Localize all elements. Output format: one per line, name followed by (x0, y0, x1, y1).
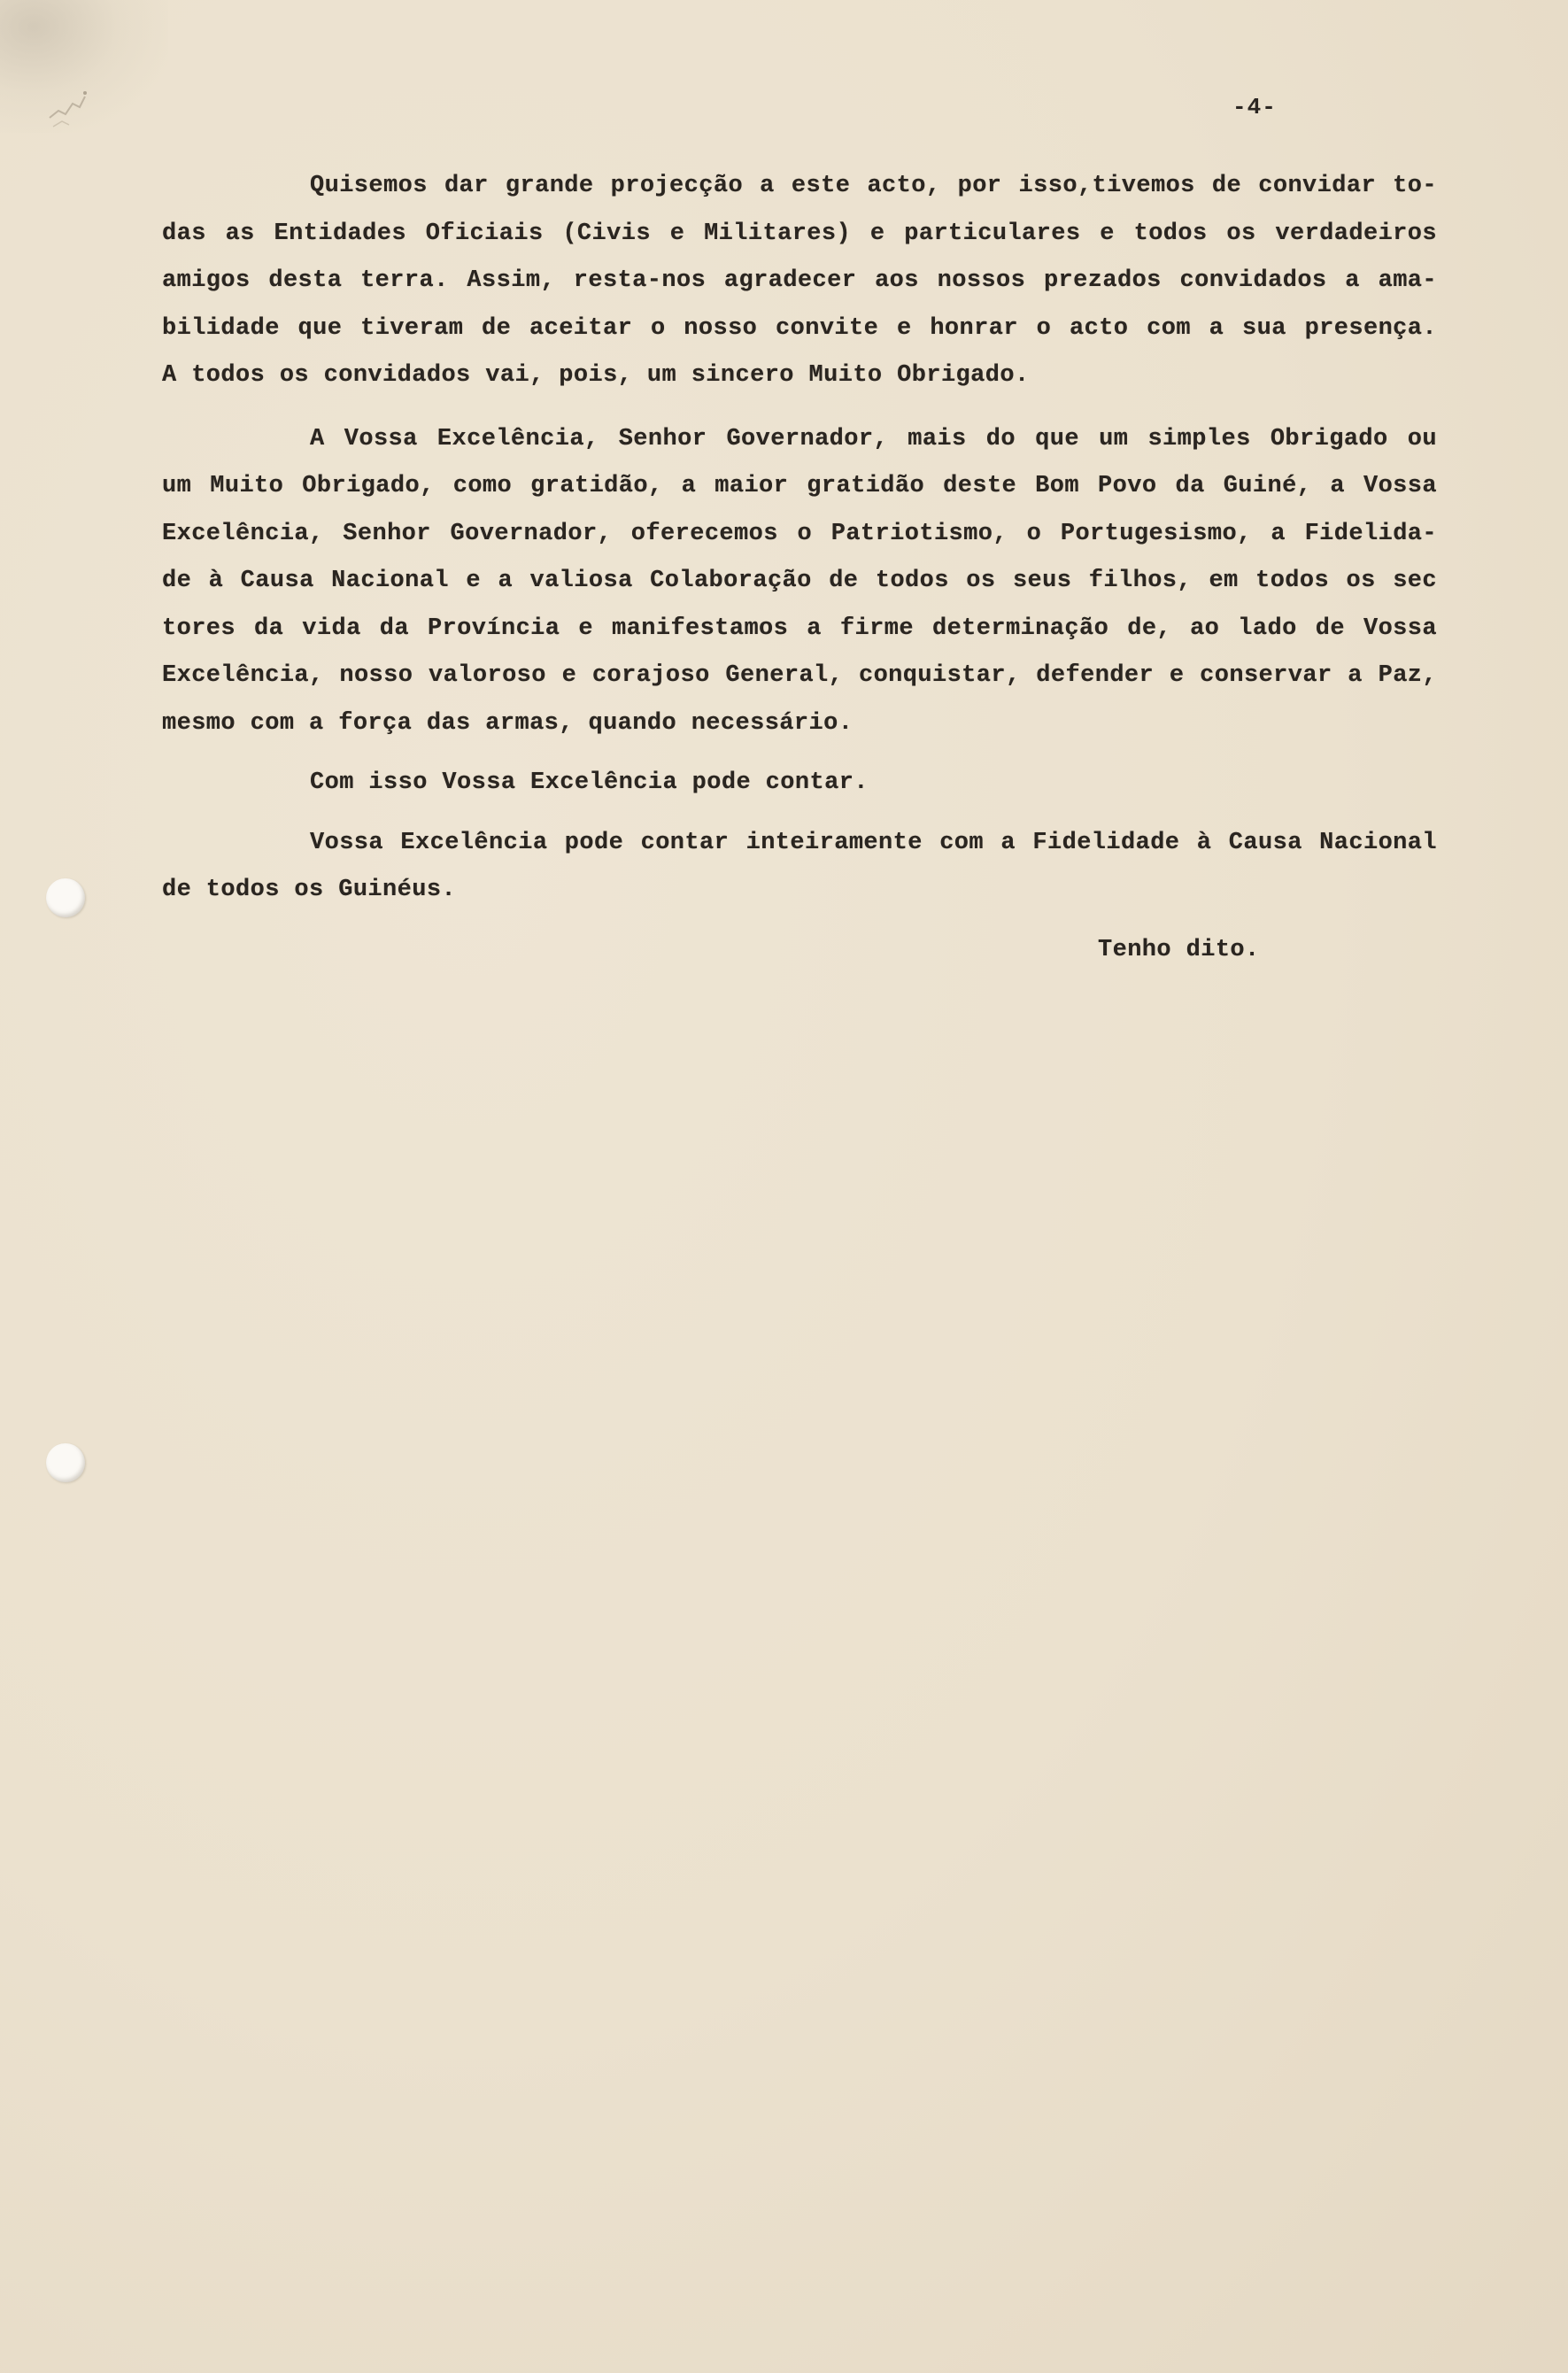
text-line: de à Causa Nacional e a valiosa Colaboração de todos os seus filhos, em todos os sec (162, 568, 1437, 594)
text-line: de todos os Guinéus. (162, 877, 457, 903)
corner-tear-icon (46, 84, 99, 137)
paragraph-count-on (162, 760, 1437, 808)
text-line: Excelência, Senhor Governador, oferecemos o Patriotismo, o Portugesismo, a Fidelida- (162, 520, 1437, 547)
text-line: Quisemos dar grande projecção a este acto, por isso,tivemos de convidar to- (310, 173, 1437, 199)
text-line: das as Entidades Oficiais (Civis e Militares) e particulares e todos os verdadeiros (162, 220, 1437, 247)
text-line: Excelência, nosso valoroso e corajoso General, conquistar, defender e conservar a Paz, (162, 662, 1437, 689)
paragraph-fidelity (162, 820, 1437, 915)
text-line: Vossa Excelência pode contar inteiramente com a Fidelidade à Causa Nacional (310, 829, 1437, 856)
text-line: amigos desta terra. Assim, resta-nos agradecer aos nossos prezados convidados a ama- (162, 267, 1437, 294)
paragraph-governor (162, 416, 1437, 748)
text-line: A todos os convidados vai, pois, um sincero Muito Obrigado. (162, 362, 1030, 389)
punch-hole (46, 878, 85, 917)
text-line: bilidade que tiveram de aceitar o nosso convite e honrar o acto com a sua presença. (162, 314, 1437, 342)
letter-body (162, 163, 1437, 974)
text-line: A Vossa Excelência, Senhor Governador, mais do que um simples Obrigado ou (310, 425, 1437, 452)
punch-hole (46, 1443, 85, 1482)
text-line: mesmo com a força das armas, quando necessário. (162, 709, 854, 737)
page-number: -4- (1232, 94, 1277, 120)
paragraph-acknowledgement (162, 163, 1437, 400)
text-line: um Muito Obrigado, como gratidão, a maior gratidão deste Bom Povo da Guiné, a Vossa (162, 473, 1437, 499)
text-line: Com isso Vossa Excelência pode contar. (310, 769, 869, 796)
closing-signoff: Tenho dito. (1098, 936, 1260, 963)
text-line: tores da vida da Província e manifestamos a firme determinação de, ao lado de Vossa (162, 615, 1437, 642)
